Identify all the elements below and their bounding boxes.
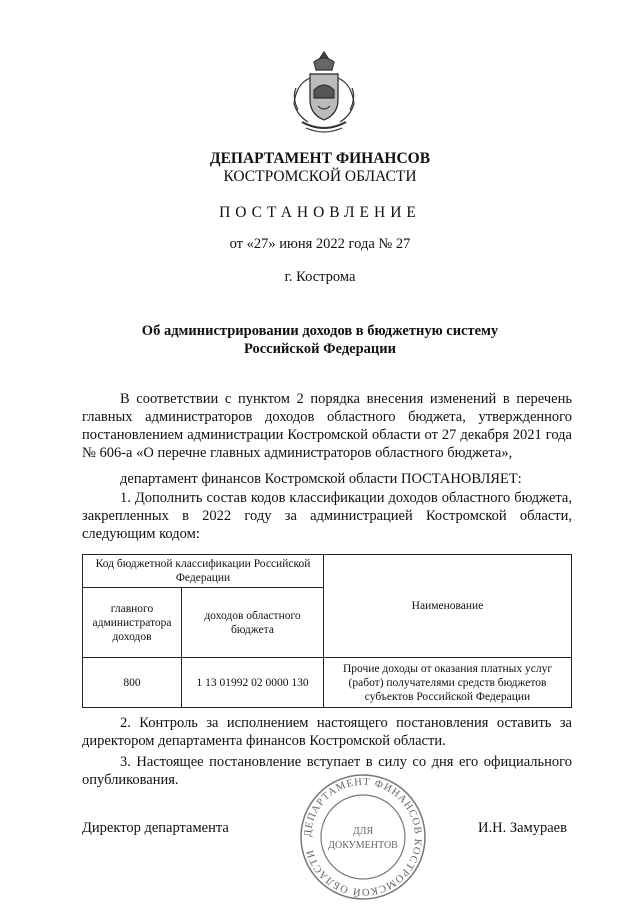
subject-line1: Об администрировании доходов в бюджетную систему — [141, 323, 499, 339]
table-header-row — [83, 555, 572, 588]
paragraph-resolves: департамент финансов Костромской области ПОСТАНОВЛЯЕТ: — [120, 471, 522, 487]
header-admin-cell: главного администратора доходов — [83, 588, 182, 658]
paragraph-item-3: 3. Настоящее постановление вступает в силу со дня его официального опубликования. — [82, 754, 572, 788]
department-name-line1: ДЕПАРТАМЕНТ ФИНАНСОВ — [209, 150, 431, 167]
document-date-number: от «27» июня 2022 года № 27 — [229, 236, 411, 252]
document-type: ПОСТАНОВЛЕНИЕ — [219, 204, 421, 221]
signatory-name: И.Н. Замураев — [478, 820, 567, 836]
classification-codes-table — [82, 554, 572, 708]
paragraph-item-2: 2. Контроль за исполнением настоящего постановления оставить за директором департамента финансов Костромской области. — [82, 715, 572, 749]
cell-income-name: Прочие доходы от оказания платных услуг (работ) получателями средств бюджетов субъектов Российской Федерации — [324, 658, 572, 708]
paragraph-item-1: 1. Дополнить состав кодов классификации доходов областного бюджета, закрепленных в 2022 году за администрацией Костромской области, следующим кодом: — [82, 490, 572, 542]
official-stamp — [298, 772, 428, 902]
cell-admin-code: 800 — [83, 658, 182, 708]
document-city: г. Кострома — [284, 269, 356, 285]
stamp-inner-line2: ДОКУМЕНТОВ — [328, 840, 398, 851]
table-row — [83, 658, 572, 708]
department-name-line2: КОСТРОМСКОЙ ОБЛАСТИ — [223, 168, 417, 185]
header-group-cell: Код бюджетной классификации Российской Федерации — [83, 555, 324, 588]
paragraph-preamble: В соответствии с пунктом 2 порядка внесения изменений в перечень главных администраторов доходов областного бюджета, утвержденного постановлением администрации Костромской области от 27 декабря 2021 года № 606-а «О перечне главных администраторов областного бюджета», — [82, 391, 572, 461]
stamp-inner-line1: ДЛЯ — [352, 826, 374, 837]
header-name-cell: Наименование — [324, 555, 572, 658]
signatory-title: Директор департамента — [82, 820, 229, 836]
stamp-outer-text: ДЕПАРТАМЕНТ ФИНАНСОВ КОСТРОМСКОЙ ОБЛАСТИ — [302, 776, 424, 898]
header-income-cell: доходов областного бюджета — [182, 588, 324, 658]
document-subject — [0, 322, 640, 358]
coat-of-arms-emblem — [288, 48, 360, 136]
cell-income-code: 1 13 01992 02 0000 130 — [182, 658, 324, 708]
subject-line2: Российской Федерации — [243, 341, 396, 357]
